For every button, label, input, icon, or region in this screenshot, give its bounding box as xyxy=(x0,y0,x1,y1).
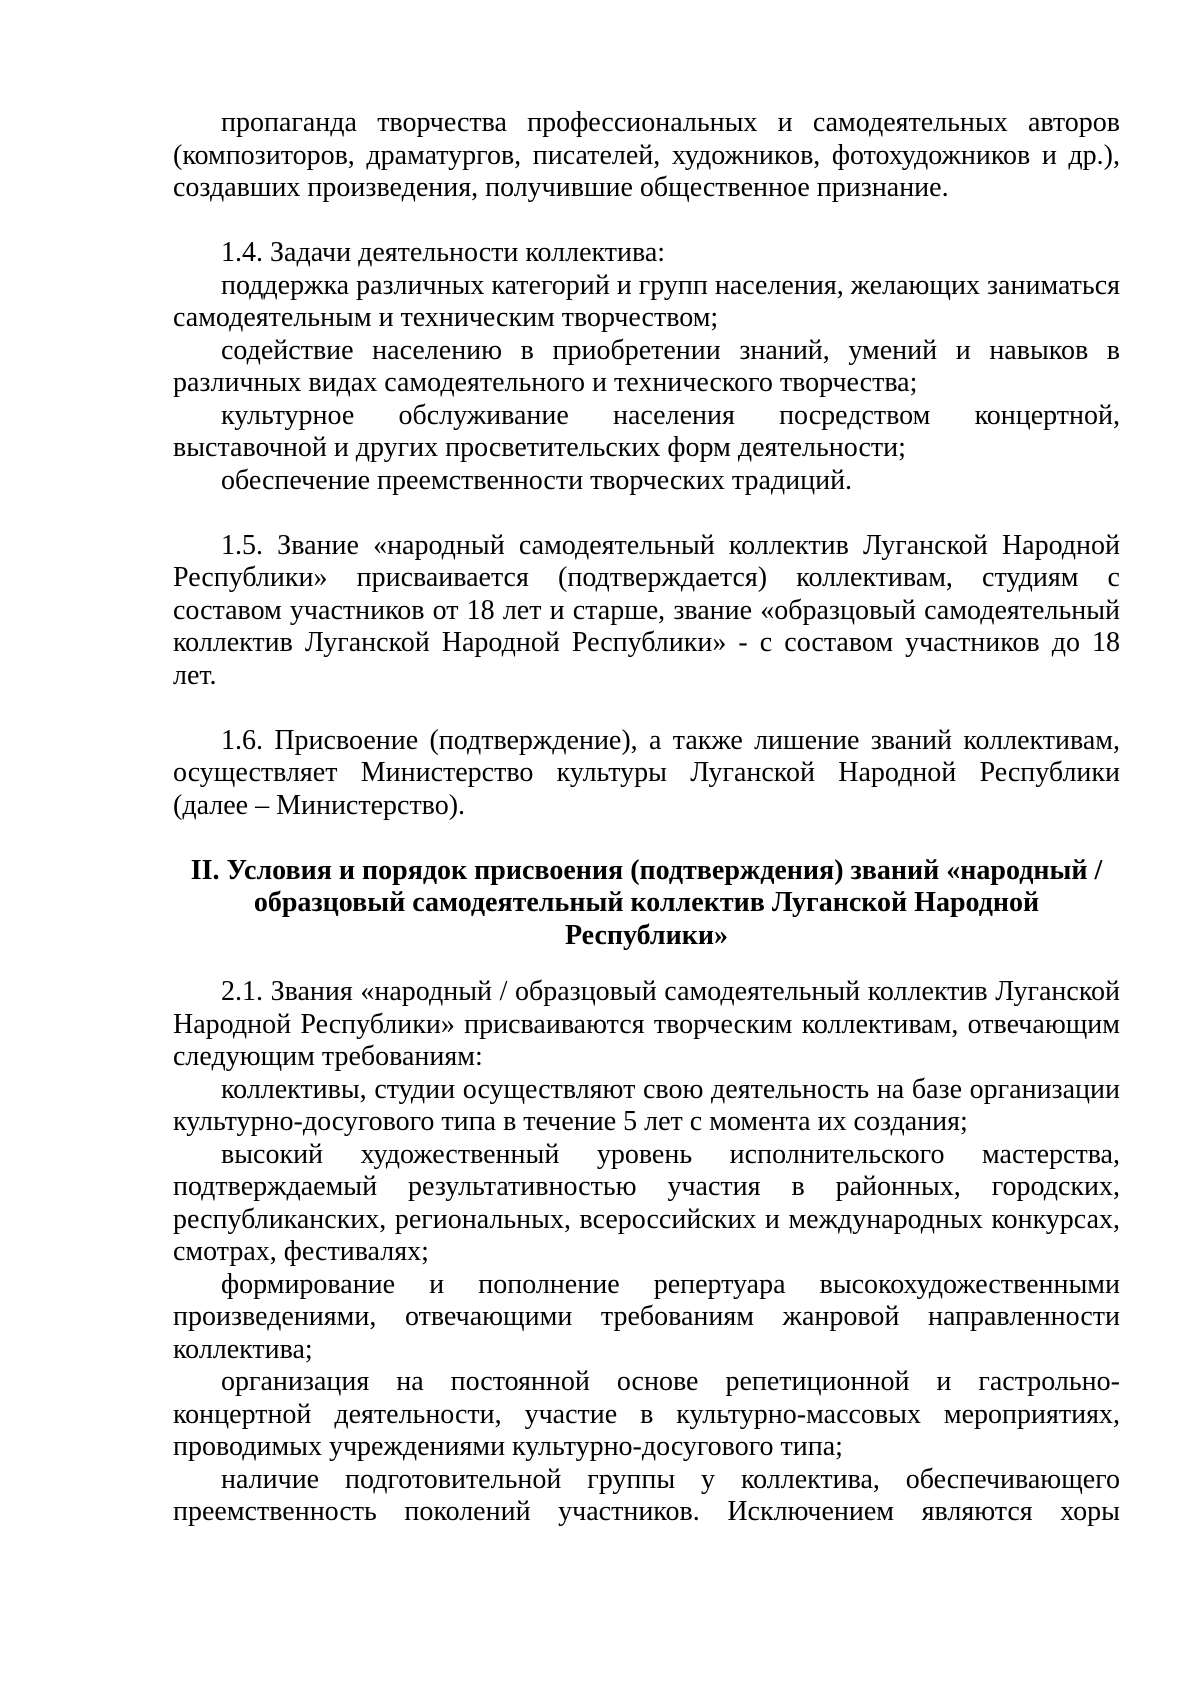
spacer xyxy=(173,497,1120,530)
spacer xyxy=(173,205,1120,238)
spacer xyxy=(173,822,1120,855)
document-page xyxy=(173,107,1120,1529)
spacer xyxy=(173,692,1120,725)
paragraph-2-1-c: формирование и пополнение репертуара высокохудожественными произведениями, отвечающими требованиям жанровой направленности коллектива; xyxy=(173,1268,1120,1365)
paragraph-1-4-a: поддержка различных категорий и групп населения, желающих заниматься самодеятельным и техническим творчеством; xyxy=(173,269,1120,333)
paragraph-2-1-e: наличие подготовительной группы у коллектива, обеспечивающего преемственность поколений участников. Исключением являются хоры xyxy=(173,1463,1120,1527)
paragraph-intro: пропаганда творчества профессиональных и самодеятельных авторов (композиторов, драматургов, писателей, художников, фотохудожников и др.), создавших произведения, получившие общественное признание. xyxy=(173,107,1120,203)
paragraph-2-1-d: организация на постоянной основе репетиционной и гастрольно-концертной деятельности, участие в культурно-массовых мероприятиях, проводимых учреждениями культурно-досугового типа; xyxy=(173,1366,1120,1462)
paragraph-1-4-b: содействие населению в приобретении знаний, умений и навыков в различных видах самодеятельного и технического творчества; xyxy=(173,334,1120,398)
section-heading-2: II. Условия и порядок присвоения (подтверждения) званий «народный / образцовый самодеятельный коллектив Луганской Народной Республики» xyxy=(190,854,1103,951)
paragraph-2-1-a: коллективы, студии осуществляют свою деятельность на базе организации культурно-досугового типа в течение 5 лет с момента их создания; xyxy=(173,1073,1120,1137)
paragraph-1-4-d: обеспечение преемственности творческих традиций. xyxy=(221,464,853,496)
paragraph-1-5: 1.5. Звание «народный самодеятельный коллектив Луганской Народной Республики» присваивается (подтверждается) коллективам, студиям с составом участников от 18 лет и старше, звание «образцовый самодеятельный коллектив Луганской Народной Республики» - с составом участников до 18 лет. xyxy=(173,529,1120,691)
paragraph-1-4-c: культурное обслуживание населения посредством концертной, выставочной и других просветительских форм деятельности; xyxy=(173,399,1120,463)
paragraph-1-6: 1.6. Присвоение (подтверждение), а также лишение званий коллективам, осуществляет Министерство культуры Луганской Народной Республики (далее – Министерство). xyxy=(173,724,1120,821)
paragraph-1-4-title: 1.4. Задачи деятельности коллектива: xyxy=(221,237,666,268)
spacer xyxy=(173,952,1120,976)
paragraph-2-1: 2.1. Звания «народный / образцовый самодеятельный коллектив Луганской Народной Республики» присваиваются творческим коллективам, отвечающим следующим требованиям: xyxy=(173,976,1120,1072)
paragraph-2-1-b: высокий художественный уровень исполнительского мастерства, подтверждаемый результативностью участия в районных, городских, республиканских, региональных, всероссийских и международных конкурсах, смотрах, фестивалях; xyxy=(173,1138,1120,1267)
